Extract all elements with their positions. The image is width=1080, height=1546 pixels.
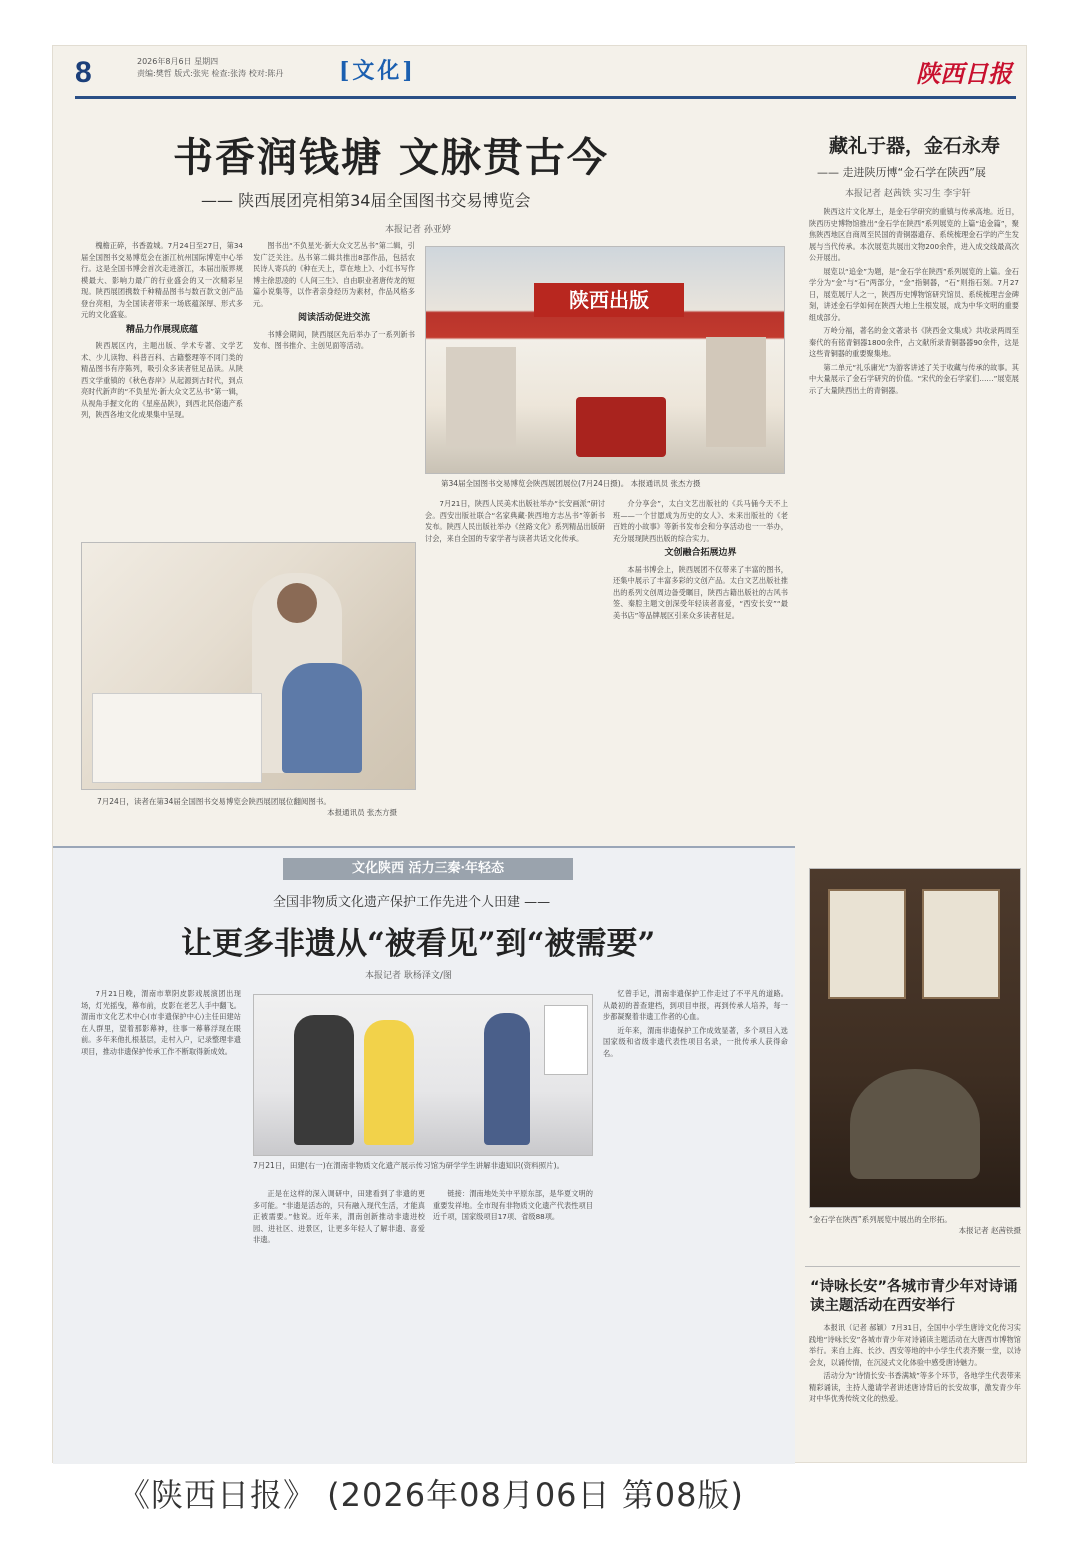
main-column-3 [425, 498, 605, 838]
feature-kicker: 全国非物质文化遗产保护工作先进个人田建 —— [273, 895, 551, 910]
paragraph: 活动分为“诗情长安·书香满城”等多个环节，各地学生代表带来精彩诵读，主持人邀请学者讲述唐诗背后的长安故事，激发青少年对中华优秀传统文化的热爱。 [809, 1371, 1021, 1403]
issue-date: 2026年8月6日 星期四 [137, 57, 219, 66]
section-heading: 阅读活动促进交流 [297, 313, 370, 323]
feature-column-3 [433, 1188, 593, 1460]
feature-headline: 让更多非遗从“被看见”到“被需要” [181, 926, 656, 962]
paragraph: 第二单元“礼乐庸光”为游客讲述了关于收藏与传承的故事。其中大量展示了金石学研究的价值。“宋代的金石学家们……”展览展示了大量陕西出土的青铜器。 [809, 362, 1019, 395]
person-figure [364, 1020, 414, 1145]
paragraph: 本届书博会上，陕西展团不仅带来了丰富的图书，还集中展示了丰富多彩的文创产品。太白文艺出版社推出的系列文创周边备受瞩目，陕西古籍出版社的古风书签、秦腔主题文创深受年轻读者喜爱，“西安长安”“最美书店”等品牌展区引来众多读者驻足。 [613, 564, 788, 620]
feature-photo-caption: 7月21日，田建(右一)在渭南非物质文化遗产展示传习馆为研学学生讲解非遗知识(资料照片)。 [253, 1161, 565, 1170]
main-column-2 [253, 240, 415, 540]
feature-column-2 [253, 1188, 425, 1460]
staff-line: 责编:樊哲 版式:张宪 检查:张涛 校对:陈丹 [137, 69, 284, 78]
paragraph: 万岭分福，著名的金文著录书《陕西金文集成》共收录两周至秦代的有铭青铜器1800余件，占文献所录青铜器器90余件，这是这些青铜器的重要聚集地。 [809, 326, 1019, 358]
paragraph: 介分享会”，太白文艺出版社的《兵马俑今天不上班——一个甘愿成为历史的女人》、未来出版社的《老百姓的小故事》等新书发布会和分享活动也一一举办，充分展现陕西出版的综合实力。 [613, 499, 788, 543]
side-divider [805, 1266, 1020, 1267]
bookshelf [446, 347, 516, 447]
photo1-caption: 第34届全国图书交易博览会陕西展团展位(7月24日摄)。 本报通讯员 张杰方摄 [441, 479, 701, 488]
paragraph: 槐檐正碎，书香盈城。7月24日至27日，第34届全国图书交易博览会在浙江杭州国际博览中心举行。这是全国书博会首次走进浙江，本届出版界规模最大、影响力最广的行业盛会的又一次精彩呈现。陕西展团携数千种精品图书与数百款文创产品登台亮相，为全国读者带来一场底蕴深厚、形式多元的文化盛宴。 [81, 241, 243, 319]
book-display [92, 693, 262, 783]
side-column [809, 206, 1019, 846]
section-heading: 精品力作展现底蕴 [125, 324, 198, 335]
feature-photo [253, 994, 593, 1156]
feature-byline: 本报记者 耿杨泽文/图 [365, 971, 452, 981]
section-label: [文化] [339, 58, 416, 84]
reader-head [277, 583, 317, 623]
exhibition-booth-photo [425, 246, 785, 474]
side-subhead: —— 走进陕历博“金石学在陕西”展 [817, 166, 986, 179]
bookshelf [706, 337, 766, 447]
paragraph: 陕西这片文化厚土，是金石学研究的重镇与传承高地。近日，陕西历史博物馆推出“金石学在陕西”系列展览的上篇“追金篇”，聚焦陕西地区自商周至民国的青铜器遗存、系统梳理金石学的产生发展与当代传承。本次展览共展出文物200余件，进入成交线最高次公开展出。 [809, 207, 1019, 262]
person-figure [484, 1013, 530, 1145]
main-column-1 [81, 240, 243, 540]
person-figure [294, 1015, 354, 1145]
page-number: 8 [75, 56, 92, 89]
side-headline: 藏礼于器，金石永寿 [829, 135, 1001, 157]
bronze-photo-caption [809, 1214, 1021, 1236]
masthead [53, 46, 1028, 101]
section-heading: 文创融合拓展边界 [664, 548, 737, 558]
paragraph: 本报讯（记者 郝颖）7月31日，全国中小学生唐诗文化传习实践地“诗咏长安”各城市青少年对诗诵读主题活动在大唐西市博物馆举行。来自上海、长沙、西安等地的中小学生代表齐聚一堂，以诗会友，以诵传情，在沉浸式文化体验中感受唐诗魅力。 [809, 1323, 1021, 1367]
main-column-4 [613, 498, 788, 838]
side-byline: 本报记者 赵茜铁 实习生 李宇轩 [845, 189, 971, 199]
masthead-rule [75, 96, 1016, 99]
caption-text: “金石学在陕西”系列展览中展出的全形拓。 [809, 1215, 952, 1224]
paragraph: 7月21日，陕西人民美术出版社举办“长安画派”研讨会。西安出版社联合“名家典藏·陕西地方志丛书”等新书发布。陕西人民出版社举办《丝路文化》系列精品出版研讨会，来自全国的专家学者与读者共话文化传承。 [425, 499, 605, 543]
caption-text: 7月24日，读者在第34届全国图书交易博览会陕西展团展位翻阅图书。 [97, 797, 331, 806]
poem-column [809, 1322, 1021, 1460]
paragraph: 近年来，渭南非遗保护工作成效显著，多个项目入选国家级和省级非遗代表性项目名录，一批传承人获得命名。 [603, 1025, 788, 1058]
feature-banner: 文化陕西 活力三秦·年轻态 [283, 858, 573, 880]
paragraph: 陕西展区内，主题出版、学术专著、文学艺术、少儿读物、科普百科、古籍整理等不同门类的精品图书有序陈列，吸引众多读者驻足品读。从陕西文学重镇的《秋色春岸》从起源到古时代，到点亮时代新声的“不负星光·新大众文艺丛书”第一辑，从视角手握文化的《星座品陕》，到西北民俗遗产系列，陕西各地文化成果集中呈现。 [81, 341, 243, 419]
rubbing-scroll [922, 889, 1000, 999]
main-byline: 本报记者 孙亚婷 [385, 225, 451, 235]
caption-credit: 本报通讯员 张杰方摄 [327, 808, 397, 817]
newspaper-logo: 陕西日报 [916, 59, 1012, 88]
readers-photo [81, 542, 416, 790]
date-line [137, 56, 283, 80]
booth-sign: 陕西出版 [534, 283, 684, 317]
bronze-exhibit-photo [809, 868, 1021, 1208]
paragraph: 图书出“不负星光·新大众文艺丛书”第二辑，引发广泛关注。丛书第二辑共推出8部作品，包括农民诗人寄兵的《种在天上，草在地上》、小红书写作博主徐思凌的《人间三生》、自由职业者唐传龙的短篇小说集等，以作者亲身经历为素材，作品风格多元。 [253, 241, 415, 308]
display-table [576, 397, 666, 457]
main-headline: 书香润钱塘 文脉贯古今 [173, 134, 609, 181]
bronze-vessel [850, 1069, 980, 1179]
rubbing-scroll [828, 889, 906, 999]
poem-headline: “诗咏长安”各城市青少年对诗诵读主题活动在西安举行 [810, 1279, 1018, 1314]
newspaper-page [52, 45, 1027, 1463]
reader-child [282, 663, 362, 773]
feature-column-1 [81, 988, 241, 1458]
paragraph: 书博会期间，陕西展区先后举办了一系列新书发布、图书推介、主创见面等活动。 [253, 329, 415, 350]
photo2-caption [97, 796, 417, 818]
paragraph: 忆曾手记，渭南非遗保护工作走过了不平凡的道路。从最初的普查建档，到项目申报，再到传承人培养，每一步都凝聚着非遗工作者的心血。 [603, 989, 788, 1021]
footer-caption: 《陕西日报》 (2026年08月06日 第08版) [118, 1476, 744, 1514]
paragraph: 正是在这样的深入调研中，田建看到了非遗的更多可能。“非遗是活态的，只有融入现代生活，才能真正被需要。”他说。近年来，渭南创新推动非遗进校园、进社区、进景区，让更多年轻人了解非遗、喜爱非遗。 [253, 1189, 425, 1244]
feature-column-4 [603, 988, 788, 1460]
paragraph: 7月21日晚，渭南市華阴皮影戏展演团出现场，灯光摇曳，幕布前，皮影在老艺人手中翻飞。渭南市文化艺术中心(市非遗保护中心)主任田建站在人群里，望着那影幕神，往事一幕幕浮现在眼前。多年来他扎根基层，走村入户，记录整理非遗项目，推动非遗保护传承工作不断取得新成效。 [81, 989, 241, 1056]
main-subhead: —— 陕西展团亮相第34届全国图书交易博览会 [201, 191, 531, 210]
caption-credit: 本报记者 赵茜铁摄 [958, 1226, 1021, 1235]
paragraph: 展览以“追金”为题，是“金石学在陕西”系列展览的上篇。金石学分为“金”与“石”两部分，“金”指铜器，“石”则指石刻。7月27日，展览展厅人之一，陕西历史博物馆研究馆员、系统梳理吉金碑刻，讲述金石学如何在陕西大地上生根发展，成为中华文明的重要组成部分。 [809, 266, 1019, 322]
exhibit-panel [544, 1005, 588, 1075]
link-note: 链接：渭南地处关中平原东部，是华夏文明的重要发祥地。全市现有非物质文化遗产代表性项目近千项，国家级项目17项、省级88项。 [433, 1189, 593, 1221]
